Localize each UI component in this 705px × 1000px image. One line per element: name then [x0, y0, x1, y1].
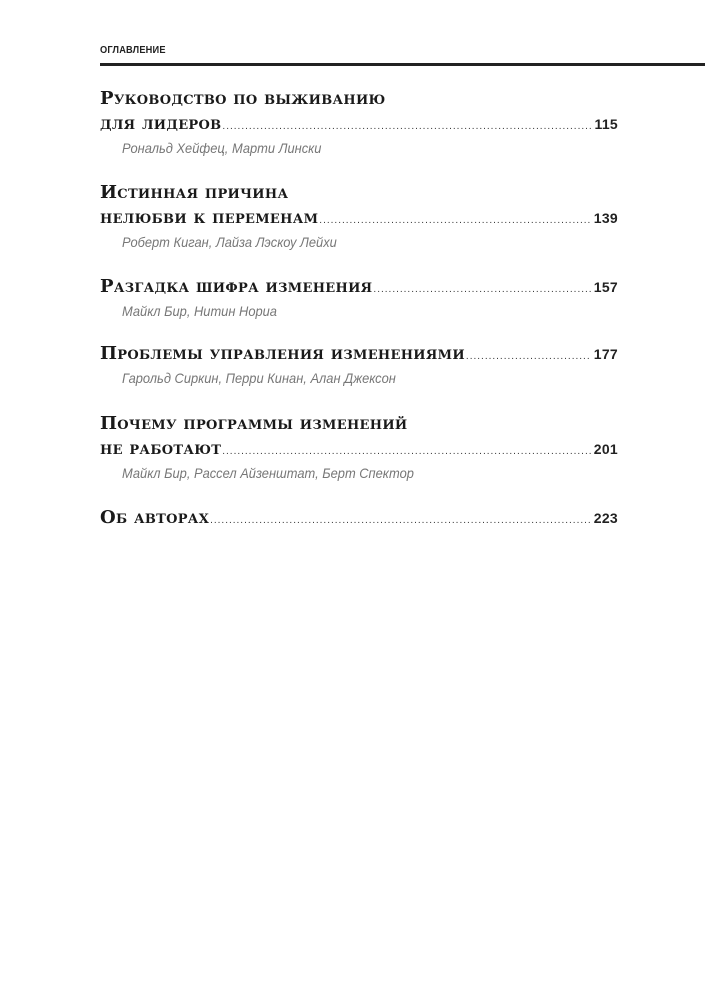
dot-leader	[222, 121, 591, 132]
entry-title: Проблемы управления изменениями	[100, 343, 465, 364]
page-number: 157	[593, 279, 618, 295]
entry-authors: Рональд Хейфец, Марти Лински	[122, 140, 322, 156]
entry-authors: Майкл Бир, Нитин Нориа	[122, 303, 277, 319]
toc-entry[interactable]	[100, 343, 618, 388]
toc-entry[interactable]	[100, 182, 618, 252]
page-number: 177	[593, 346, 618, 362]
dot-leader	[319, 215, 590, 226]
header-rule	[100, 63, 705, 66]
page-number: 201	[593, 441, 618, 457]
entry-authors: Майкл Бир, Рассел Айзенштат, Берт Спектор	[122, 465, 414, 481]
toc-entry[interactable]	[100, 88, 618, 158]
entry-title: нелюбви к переменам	[100, 207, 319, 228]
dot-leader	[210, 515, 591, 526]
entry-title: не работают	[100, 438, 222, 459]
dot-leader	[373, 284, 590, 295]
toc-entry[interactable]	[100, 507, 618, 532]
entry-title: Об авторах	[100, 507, 210, 528]
page-number: 223	[593, 510, 618, 526]
entry-authors: Роберт Киган, Лайза Лэскоу Лейхи	[122, 234, 337, 250]
page-number: 115	[594, 116, 618, 132]
dot-leader	[466, 351, 591, 362]
entry-authors: Гарольд Сиркин, Перри Кинан, Алан Джексон	[122, 370, 396, 386]
toc-entry[interactable]	[100, 413, 618, 483]
page-number: 139	[593, 210, 618, 226]
entry-title: Руководство по выживанию	[100, 88, 386, 109]
dot-leader	[222, 446, 591, 457]
entry-title: Почему программы изменений	[100, 413, 408, 434]
toc-entry[interactable]	[100, 276, 618, 321]
entry-title: для лидеров	[100, 113, 222, 134]
entry-title: Разгадка шифра изменения	[100, 276, 373, 297]
running-header: ОГЛАВЛЕНИЕ	[100, 44, 166, 56]
entry-title: Истинная причина	[100, 182, 289, 203]
